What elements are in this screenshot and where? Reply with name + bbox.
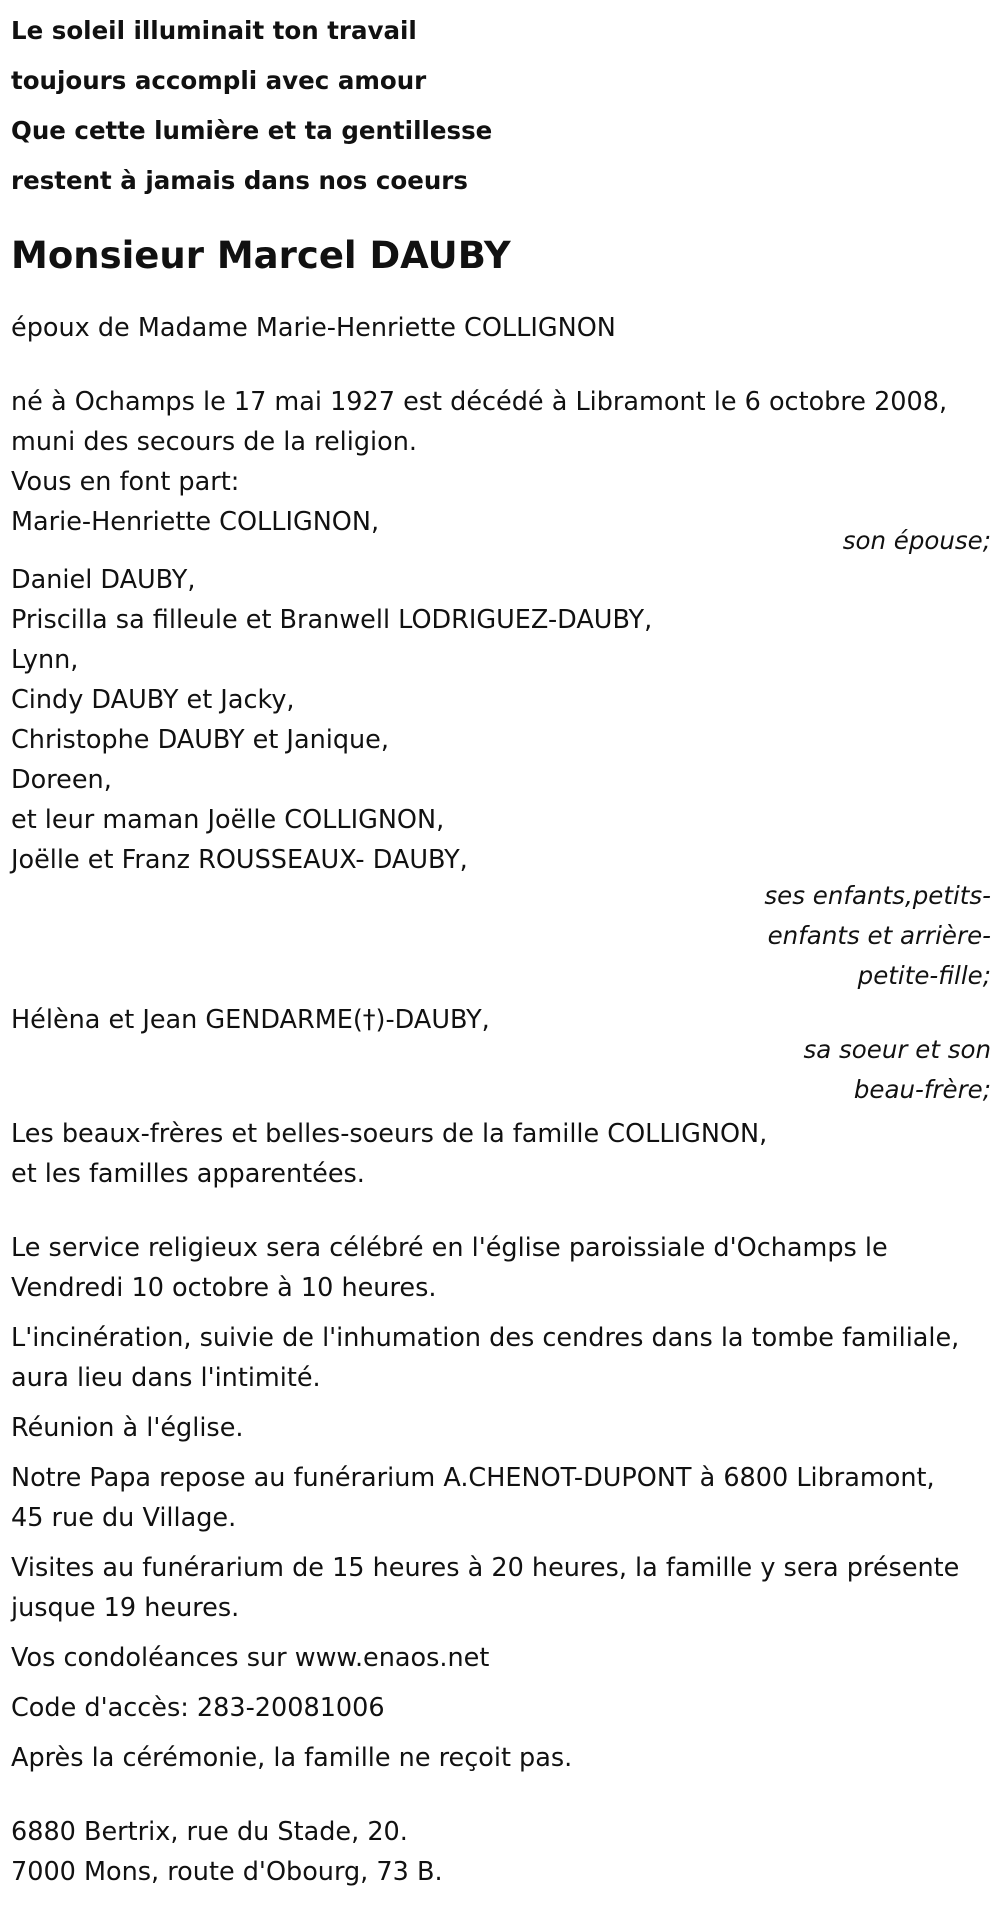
- family-member: Daniel DAUBY,: [11, 565, 196, 595]
- relation-line: sa soeur et son: [803, 1035, 991, 1064]
- memorial-poem: [11, 6, 991, 206]
- in-laws-line: Les beaux-frères et belles-soeurs de la famille COLLIGNON,: [11, 1119, 768, 1149]
- announce-intro: Vous en font part:: [11, 467, 240, 497]
- address-line: 7000 Mons, route d'Obourg, 73 B.: [11, 1857, 443, 1887]
- obituary-document: [11, 0, 991, 1892]
- poem-line: restent à jamais dans nos coeurs: [11, 166, 468, 195]
- family-sister-name: Hélèna et Jean GENDARME(†)-DAUBY,: [11, 1005, 490, 1035]
- relation-line: enfants et arrière-: [767, 921, 991, 950]
- relation-line: beau-frère;: [853, 1075, 991, 1104]
- visits-line: Visites au funérarium de 15 heures à 20 heures, la famille y sera présente: [11, 1553, 960, 1583]
- access-code: Code d'accès: 283-20081006: [11, 1693, 385, 1723]
- birth-death-line: muni des secours de la religion.: [11, 427, 417, 457]
- family-member: Christophe DAUBY et Janique,: [11, 725, 389, 755]
- family-member: et leur maman Joëlle COLLIGNON,: [11, 805, 445, 835]
- family-member: Priscilla sa filleule et Branwell LODRIGUEZ-DAUBY,: [11, 605, 653, 635]
- cremation-line: aura lieu dans l'intimité.: [11, 1363, 321, 1393]
- funerarium-line: Notre Papa repose au funérarium A.CHENOT-DUPONT à 6800 Libramont,: [11, 1463, 935, 1493]
- sister-relation: [11, 1030, 991, 1110]
- birth-death-line: né à Ochamps le 17 mai 1927 est décédé à Libramont le 6 octobre 2008,: [11, 387, 948, 417]
- family-spouse-relation: son épouse;: [842, 526, 991, 555]
- poem-line: Le soleil illuminait ton travail: [11, 16, 417, 45]
- family-member: Lynn,: [11, 645, 79, 675]
- spouse-line: époux de Madame Marie-Henriette COLLIGNON: [11, 313, 616, 343]
- ceremony-line: Le service religieux sera célébré en l'église paroissiale d'Ochamps le: [11, 1233, 888, 1263]
- addresses: [11, 1812, 991, 1892]
- in-laws-line: et les familles apparentées.: [11, 1159, 365, 1189]
- cremation-info: [11, 1318, 991, 1398]
- in-laws: [11, 1114, 991, 1194]
- meeting-info: Réunion à l'église.: [11, 1413, 244, 1443]
- cremation-line: L'incinération, suivie de l'inhumation des cendres dans la tombe familiale,: [11, 1323, 960, 1353]
- address-line: 6880 Bertrix, rue du Stade, 20.: [11, 1817, 408, 1847]
- family-spouse-name: Marie-Henriette COLLIGNON,: [11, 507, 380, 537]
- after-ceremony-note: Après la cérémonie, la famille ne reçoit pas.: [11, 1743, 573, 1773]
- relation-line: petite-fille;: [857, 961, 991, 990]
- ceremony-info: [11, 1228, 991, 1308]
- visits-line: jusque 19 heures.: [11, 1593, 240, 1623]
- family-member: Cindy DAUBY et Jacky,: [11, 685, 295, 715]
- children-relation: [11, 876, 991, 996]
- poem-line: toujours accompli avec amour: [11, 66, 427, 95]
- relation-line: ses enfants,petits-: [764, 881, 991, 910]
- poem-line: Que cette lumière et ta gentillesse: [11, 116, 493, 145]
- ceremony-line: Vendredi 10 octobre à 10 heures.: [11, 1273, 437, 1303]
- visits-info: [11, 1548, 991, 1628]
- funerarium-info: [11, 1458, 991, 1538]
- condolences-info: Vos condoléances sur www.enaos.net: [11, 1643, 490, 1673]
- deceased-name: Monsieur Marcel DAUBY: [11, 234, 511, 277]
- family-member: Joëlle et Franz ROUSSEAUX- DAUBY,: [11, 845, 468, 875]
- family-member: Doreen,: [11, 765, 112, 795]
- children-list: [11, 560, 991, 880]
- funerarium-line: 45 rue du Village.: [11, 1503, 237, 1533]
